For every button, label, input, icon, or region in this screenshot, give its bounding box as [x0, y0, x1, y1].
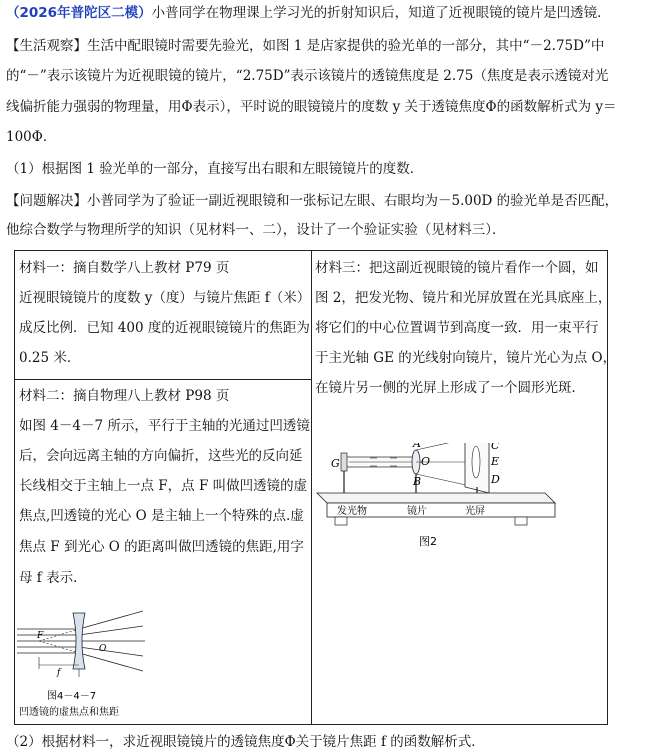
- label-E: E: [491, 455, 500, 468]
- solve-line-1: 【问题解决】小普同学为了验证一副近视眼镜和一张标记左眼、右眼均为－5.00D 的验光单是否匹配，: [6, 193, 619, 209]
- observation-line-3: 线偏折能力强弱的物理量，用Φ表示），平时说的眼镜镜片的度数 y 关于透镜焦度Φ的函数解析式为 y＝: [6, 99, 617, 115]
- material3-line: 图 2，把发光物、镜片和光屏放置在光具底座上，: [315, 290, 612, 306]
- question-1: （1）根据图 1 验光单的一部分，直接写出右眼和左眼镜镜片的度数．: [6, 161, 424, 177]
- material2-line: 母 f 表示．: [19, 570, 87, 586]
- material2-title: 材料二：摘自物理八上教材 P98 页: [19, 388, 230, 404]
- label-f: f: [57, 668, 61, 678]
- bench-top: [317, 493, 555, 503]
- material3-line: 于主光轴 GE 的光线射向镜片，镜片光心为点 O，: [315, 350, 617, 366]
- question-2: （2）根据材料一，求近视眼镜镜片的透镜焦度Φ关于镜片焦距 f 的函数解析式．: [6, 734, 485, 750]
- label-D: D: [491, 473, 500, 486]
- optical-bench-figure: [315, 443, 561, 553]
- material3-line: 将它们的中心位置调节到高度一致．用一束平行: [315, 320, 599, 336]
- material1-line: 近视眼镜镜片的度数 y（度）与镜片焦距 f（米）: [19, 290, 311, 306]
- optical-bench-diagram: [315, 443, 561, 553]
- table-row-divider: [15, 379, 311, 380]
- label-O: O: [99, 644, 107, 654]
- material3-title: 材料三：把这副近视眼镜的镜片看作一个圆，如: [315, 260, 599, 276]
- bench-label-source: 发光物: [337, 506, 367, 517]
- label-B: B: [413, 475, 422, 488]
- light-source: [341, 453, 347, 471]
- figure-number: 图4－4－7: [47, 691, 97, 702]
- refracted-ray: [79, 611, 143, 629]
- material1-line: 0.25 米．: [19, 350, 81, 366]
- concave-lens-diagram: [17, 607, 147, 723]
- material2-line: 长线相交于主轴上一点 F，点 F 叫做凹透镜的虚: [19, 478, 308, 494]
- bench-foot: [515, 517, 527, 525]
- solve-line-2: 他综合数学与物理所学的知识（见材料一、二），设计了一个验证实验（见材料三）．: [6, 222, 506, 238]
- source-tag: （2026年普陀区二模）: [6, 5, 152, 21]
- observation-line-4: 100Φ．: [6, 129, 57, 145]
- refracted-ray: [79, 653, 143, 671]
- refracted-ray: [79, 626, 143, 635]
- label-C: C: [491, 443, 500, 452]
- figure-caption: 凹透镜的虚焦点和焦距: [19, 707, 119, 718]
- label-O: O: [421, 455, 431, 468]
- refracted-ray: [79, 647, 143, 656]
- label-A: A: [413, 443, 421, 450]
- material2-line: 焦点,凹透镜的光心 O 是主轴上一个特殊的点.虚: [19, 508, 304, 524]
- material2-line: 后，会向远离主轴的方向偏折，这些光的反向延: [19, 448, 303, 464]
- label-F: F: [37, 631, 44, 641]
- material1-title: 材料一：摘自数学八上教材 P79 页: [19, 260, 230, 276]
- intro-text: 小普同学在物理课上学习光的折射知识后，知道了近视眼镜的镜片是凹透镜．: [151, 5, 611, 21]
- material1-line: 成反比例．已知 400 度的近视眼镜镜片的焦距为: [19, 320, 310, 336]
- bench-label-screen: 光屏: [465, 506, 485, 517]
- bench-foot: [335, 517, 347, 525]
- material3-line: 在镜片另一侧的光屏上形成了一个圆形光斑．: [315, 380, 585, 396]
- problem-header: [6, 4, 637, 22]
- concave-lens-figure: [17, 607, 147, 723]
- light-spot: [472, 446, 480, 478]
- material2-line: 焦点 F 到光心 O 的距离叫做凹透镜的焦距,用字: [19, 539, 304, 555]
- label-G: G: [331, 457, 340, 470]
- observation-line-1: 【生活观察】生活中配眼镜时需要先验光，如图 1 是店家提供的验光单的一部分，其中“－2.75D”中: [6, 38, 605, 54]
- observation-line-2: 的“－”表示该镜片为近视眼镜的镜片，“2.75D”表示该镜片的透镜焦度是 2.75（焦度是表示透镜对光: [6, 68, 609, 84]
- table-column-divider: [311, 251, 312, 724]
- material2-line: 如图 4－4－7 所示，平行于主轴的光通过凹透镜: [19, 418, 310, 434]
- materials-table: [14, 250, 617, 725]
- bench-label-lens: 镜片: [407, 506, 427, 517]
- figure-caption: 图2: [419, 535, 437, 548]
